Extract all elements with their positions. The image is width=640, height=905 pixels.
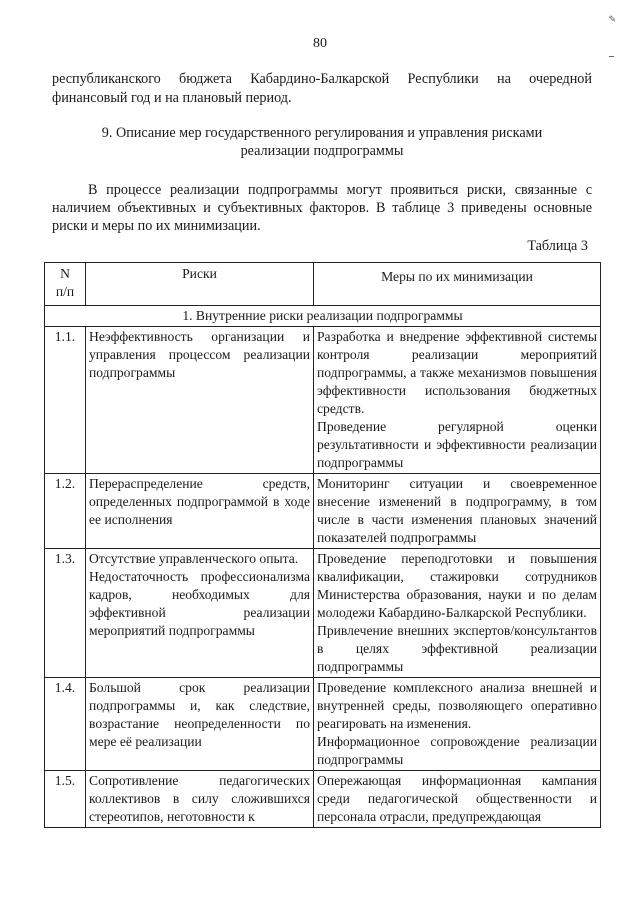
measure-cell: [314, 678, 601, 771]
risk-cell: [86, 678, 314, 771]
section-1-title: 1. Внутренние риски реализации подпрограммы: [45, 306, 601, 327]
row-number: 1.4.: [45, 678, 86, 771]
header-num-line1: N: [60, 266, 70, 281]
row-number: 1.3.: [45, 549, 86, 678]
section-title-line2: реализации подпрограммы: [240, 143, 404, 159]
table-row: [45, 327, 601, 474]
measure-text: Проведение переподготовки и повышения квалификации, стажировки сотрудников Министерства образования, науки и по делам молодежи Кабардино-Балкарской Республики.: [317, 551, 597, 620]
measure-text: Привлечение внешних экспертов/консультантов в целях эффективной реализации подпрограммы: [317, 623, 597, 674]
risk-cell: [86, 327, 314, 474]
measure-cell: [314, 327, 601, 474]
section-row: [45, 306, 601, 327]
risks-table: [44, 262, 601, 828]
risk-text: Перераспределение средств, определенных подпрограммой в ходе ее исполнения: [89, 476, 310, 527]
corner-mark: ✎: [608, 14, 616, 24]
intro-text: В процессе реализации подпрограммы могут проявиться риски, связанные с наличием объективных и субъективных факторов. В таблице 3 приведены основные риски и меры по их минимизации.: [52, 182, 592, 234]
header-measures: Меры по их минимизации: [314, 263, 601, 306]
table-row: [45, 549, 601, 678]
risk-cell: [86, 474, 314, 549]
measure-text: Проведение комплексного анализа внешней и внутренней среды, позволяющего оперативно реагировать на изменения.: [317, 680, 597, 731]
header-risks: Риски: [86, 263, 314, 306]
section-title-line1: 9. Описание мер государственного регулирования и управления рисками: [101, 125, 543, 141]
risk-text: Сопротивление педагогических коллективов в силу сложившихся стереотипов, неготовности к: [89, 773, 310, 824]
risk-text: Недостаточность профессионализма кадров, необходимых для эффективной реализации мероприятий подпрограммы: [89, 569, 310, 638]
measure-cell: [314, 771, 601, 828]
row-number: 1.5.: [45, 771, 86, 828]
measure-text: Информационное сопровождение реализации подпрограммы: [317, 734, 597, 767]
measure-cell: [314, 549, 601, 678]
table-caption: Таблица 3: [527, 238, 588, 254]
measure-cell: [314, 474, 601, 549]
table-row: [45, 474, 601, 549]
margin-dash: [609, 56, 614, 57]
table-row: [45, 678, 601, 771]
measure-text: Проведение регулярной оценки результативности и эффективности реализации подпрограммы: [317, 419, 597, 470]
measure-text: Мониторинг ситуации и своевременное внесение изменений в подпрограмму, в том числе в части изменения плановых значений показателей подпрограммы: [317, 476, 597, 545]
page-number: 80: [313, 36, 327, 51]
measure-text: Разработка и внедрение эффективной системы контроля реализации мероприятий подпрограммы, а также механизмов повышения эффективности использования бюджетных средств.: [317, 329, 597, 416]
top-paragraph: республиканского бюджета Кабардино-Балкарской Республики на очередной финансовый год и на плановый период.: [52, 71, 592, 106]
row-number: 1.2.: [45, 474, 86, 549]
risk-text: Неэффективность организации и управления процессом реализации подпрограммы: [89, 329, 310, 380]
header-num: [45, 263, 86, 306]
risk-cell: [86, 549, 314, 678]
table-row: [45, 771, 601, 828]
table-header-row: [45, 263, 601, 306]
header-num-line2: п/п: [55, 284, 75, 299]
risk-cell: [86, 771, 314, 828]
section-title: [52, 124, 592, 160]
risk-text: Отсутствие управленческого опыта.: [89, 551, 299, 566]
row-number: 1.1.: [45, 327, 86, 474]
measure-text: Опережающая информационная кампания среди педагогической общественности и персонала отрасли, предупреждающая: [317, 773, 597, 824]
intro-paragraph: [52, 181, 592, 235]
risk-text: Большой срок реализации подпрограммы и, как следствие, возрастание неопределенности по мере её реализации: [89, 680, 310, 749]
